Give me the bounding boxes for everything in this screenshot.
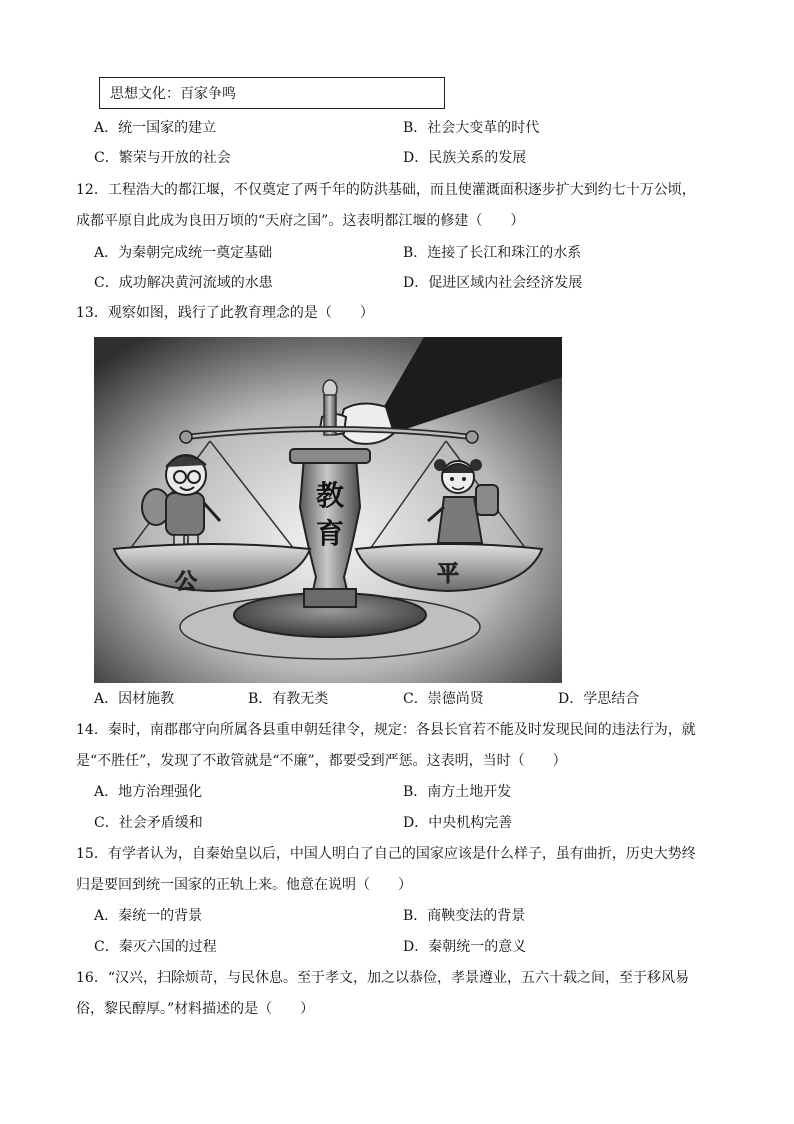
right-pan-char: 平 — [436, 562, 460, 587]
q12-option-a: A．为秦朝完成统一奠定基础 — [94, 245, 273, 261]
q15-option-d: D．秦朝统一的意义 — [403, 939, 527, 955]
q13-option-c: C．崇德尚贤 — [403, 691, 484, 707]
q14-option-d: D．中央机构完善 — [403, 815, 513, 831]
q15-stem-line1: 15．有学者认为，自秦始皇以后，中国人明白了自己的国家应该是什么样子，虽有曲折，历史大势终 — [76, 846, 696, 862]
hand-icon — [340, 403, 394, 443]
q16-stem-line1: 16．“汉兴，扫除烦苛，与民休息。至于孝文，加之以恭俭，孝景遵业，五六十载之间，至于移风易 — [76, 970, 689, 986]
q14-option-c: C．社会矛盾缓和 — [94, 815, 203, 831]
q11-option-a: A．统一国家的建立 — [94, 120, 217, 136]
q13-option-b: B．有教无类 — [248, 691, 329, 707]
q11-option-b: B．社会大变革的时代 — [403, 120, 540, 136]
q12-stem-line2: 成都平原自此成为良田万顷的“天府之国”。这表明都江堰的修建（ ） — [76, 213, 525, 229]
q14-stem-line2: 是“不胜任”，发现了不敢管就是“不廉”，都要受到严惩。这表明，当时（ ） — [76, 753, 567, 769]
left-pan-char: 公 — [174, 570, 198, 595]
q13-stem: 13．观察如图，践行了此教育理念的是（ ） — [76, 305, 374, 321]
q13-option-d: D．学思结合 — [558, 691, 640, 707]
q12-option-c: C．成功解决黄河流域的水患 — [94, 275, 273, 291]
q14-option-a: A．地方治理强化 — [94, 784, 203, 800]
pillar-char-1: 教 — [315, 479, 345, 512]
q12-option-b: B．连接了长江和珠江的水系 — [403, 245, 582, 261]
q13-option-a: A．因材施教 — [94, 691, 175, 707]
q12-stem-line1: 12．工程浩大的都江堰，不仅奠定了两千年的防洪基础，而且使灌溉面积逐步扩大到约七十万公顷， — [76, 182, 696, 198]
q12-option-d: D．促进区域内社会经济发展 — [403, 275, 583, 291]
q14-stem-line1: 14．秦时，南郡郡守向所属各县重申朝廷律令，规定：各县长官若不能及时发现民间的违法行为，就 — [76, 722, 696, 738]
q11-option-c: C．繁荣与开放的社会 — [94, 150, 231, 166]
q11-option-d: D．民族关系的发展 — [403, 150, 527, 166]
pillar-char-2: 育 — [315, 517, 345, 550]
q16-stem-line2: 俗，黎民醇厚。”材料描述的是（ ） — [76, 1001, 315, 1017]
education-balance-cartoon — [94, 337, 562, 683]
q15-option-a: A．秦统一的背景 — [94, 908, 203, 924]
topic-box — [99, 77, 445, 109]
q15-option-c: C．秦灭六国的过程 — [94, 939, 217, 955]
balance-scale-illustration — [94, 337, 562, 683]
q15-option-b: B．商鞅变法的背景 — [403, 908, 526, 924]
q14-option-b: B．南方土地开发 — [403, 784, 512, 800]
topic-box-text: 思想文化：百家争鸣 — [110, 86, 236, 102]
q15-stem-line2: 归是要回到统一国家的正轨上来。他意在说明（ ） — [76, 877, 412, 893]
